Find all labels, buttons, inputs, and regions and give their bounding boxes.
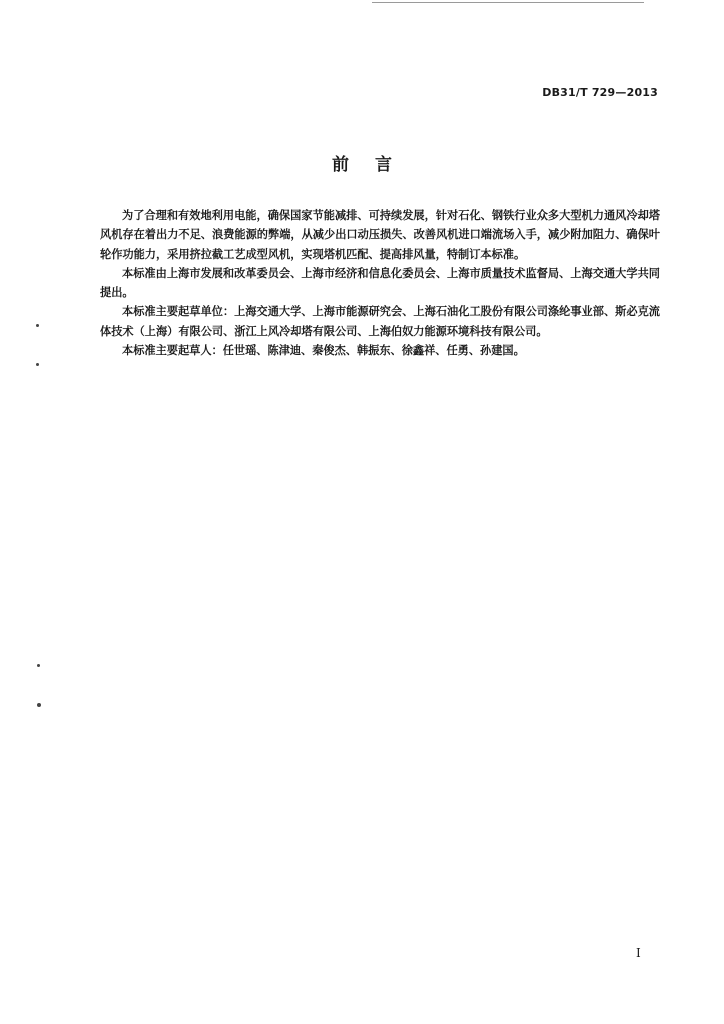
scan-speck bbox=[37, 703, 41, 707]
page-title: 前言 bbox=[332, 155, 418, 175]
top-rule bbox=[372, 2, 644, 3]
paragraph-purpose: 为了合理和有效地利用电能，确保国家节能减排、可持续发展，针对石化、钢铁行业众多大型机力通风冷却塔风机存在着出力不足、浪费能源的弊端，从减少出口动压损失、改善风机进口端流场入手，减少附加阻力、确保叶轮作功能力，采用挤拉截工艺成型风机，实现塔机匹配、提高排风量，特制订本标准。 bbox=[100, 208, 660, 261]
paragraph-drafters: 本标准主要起草人：任世瑶、陈津迪、秦俊杰、韩振东、徐鑫祥、任勇、孙建国。 bbox=[122, 343, 525, 358]
document-code: DB31/T 729—2013 bbox=[542, 86, 658, 99]
scan-speck bbox=[37, 664, 40, 667]
page-number: I bbox=[636, 946, 641, 960]
paragraph-drafting-units: 本标准主要起草单位：上海交通大学、上海市能源研究会、上海石油化工股份有限公司涤纶事业部、斯必克流体技术（上海）有限公司、浙江上风冷却塔有限公司、上海伯奴力能源环境科技有限公司。 bbox=[100, 304, 660, 338]
foreword-body bbox=[100, 206, 660, 360]
scan-speck bbox=[36, 324, 39, 327]
paragraph-proposers: 本标准由上海市发展和改革委员会、上海市经济和信息化委员会、上海市质量技术监督局、上海交通大学共同提出。 bbox=[100, 265, 660, 300]
scan-speck bbox=[36, 363, 39, 366]
